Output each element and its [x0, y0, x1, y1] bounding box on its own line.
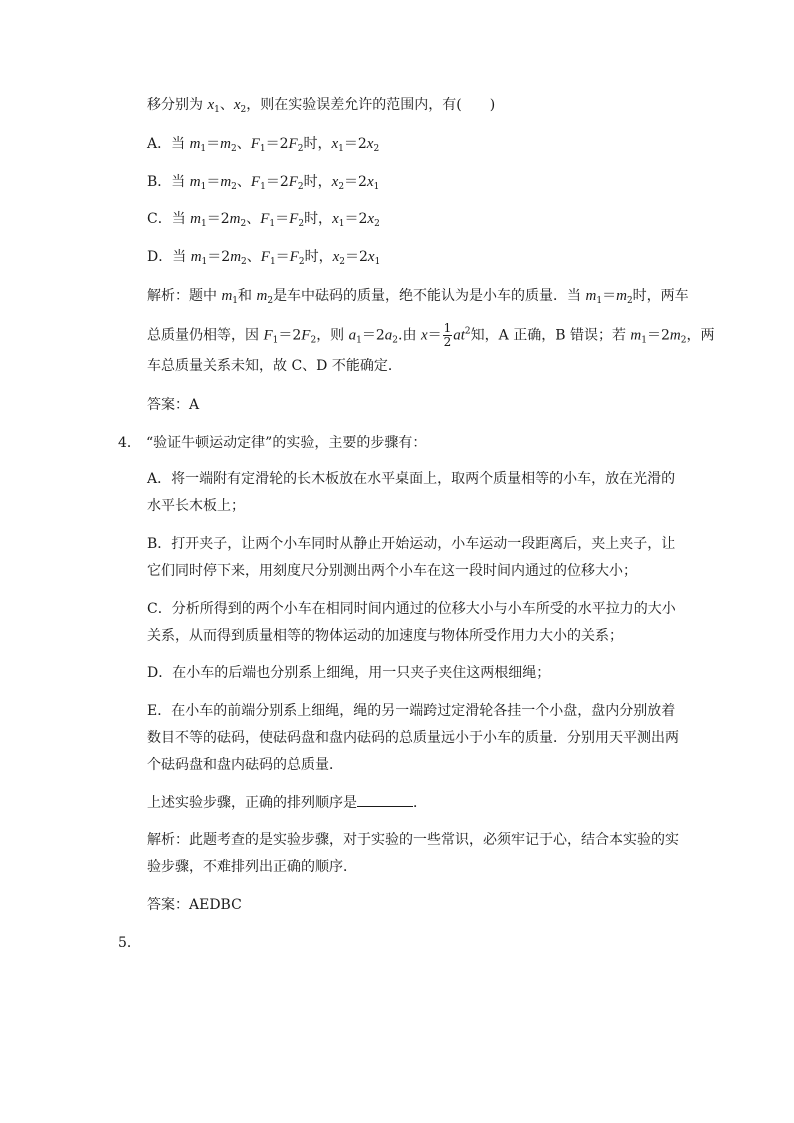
q4-answer: 答案：AEDBC: [147, 897, 242, 913]
q4-step-e-line-2: 数目不等的砝码，使砝码盘和盘内砝码的总质量远小于小车的质量．分别用天平测出两: [147, 730, 679, 746]
q4-analysis-line-2: 验步骤，不难排列出正确的顺序．: [147, 859, 357, 875]
q4-step-e-line-3: 个砝码盘和盘内砝码的总质量．: [147, 757, 343, 773]
q4-number: 4．: [118, 435, 141, 451]
q4-analysis-line-1: 解析：此题考查的是实验步骤，对于实验的一些常识，必须牢记于心，结合本实验的实: [147, 832, 679, 848]
q4-step-c-line-2: 关系，从而得到质量相等的物体运动的加速度与物体所受作用力大小的关系；: [147, 628, 623, 644]
q3-analysis-line-1: 解析：题中 $m_1$和 $m_2$是车中砝码的质量，绝不能认为是小车的质量．当 $m_1=m_2$时，两车: [147, 288, 689, 306]
q4-step-b-line-1: B．打开夹子，让两个小车同时从静止开始运动，小车运动一段距离后，夹上夹子，让: [147, 536, 676, 552]
q4-stem: “验证牛顿运动定律”的实验，主要的步骤有：: [146, 435, 427, 451]
q5-number: 5．: [118, 935, 141, 951]
q4-step-d: D．在小车的后端也分别系上细绳，用一只夹子夹住这两根细绳；: [147, 665, 551, 681]
q3-option-b: B．当 $m_1=m_2$、$F_1=2F_2$时，$x_2=2x_1$: [147, 174, 380, 192]
q4-step-a-line-1: A．将一端附有定滑轮的长木板放在水平桌面上，取两个质量相等的小车，放在光滑的: [147, 471, 676, 487]
q4-step-b-line-2: 它们同时停下来，用刻度尺分别测出两个小车在这一段时间内通过的位移大小；: [147, 563, 637, 579]
q3-stem: 移分别为 $x_1$、$x_2$，则在实验误差允许的范围内，有( ): [147, 97, 496, 115]
q3-analysis-line-3: 车总质量关系未知，故 C、D 不能确定．: [147, 358, 402, 374]
q3-answer: 答案：A: [147, 397, 200, 413]
q4-question: 上述实验步骤，正确的排列顺序是 ．: [147, 795, 427, 811]
answer-blank: [357, 794, 413, 807]
q3-option-c: C．当 $m_1=2m_2$、$F_1=F_2$时，$x_1=2x_2$: [147, 211, 380, 229]
q3-option-a: A．当 $m_1=m_2$、$F_1=2F_2$时，$x_1=2x_2$: [147, 136, 380, 154]
q3-analysis-line-2: 总质量仍相等，因 $F_1=2F_2$，则 $a_1=2a_2$.由 x＝ $\frac{1}{2}$ $at^2$知，A 正确，B 错误；若 $m_1=2m_2$，两: [147, 321, 715, 349]
fraction-one-half: $\frac{1}{2}$: [443, 321, 452, 349]
q4-step-a-line-2: 水平长木板上；: [147, 498, 245, 514]
q4-step-e-line-1: E．在小车的前端分别系上细绳，绳的另一端跨过定滑轮各挂一个小盘，盘内分别放着: [147, 703, 676, 719]
q3-option-d: D．当 $m_1=2m_2$、$F_1=F_2$时，$x_2=2x_1$: [147, 249, 381, 267]
q4-step-c-line-1: C．分析所得到的两个小车在相同时间内通过的位移大小与小车所受的水平拉力的大小: [147, 601, 676, 617]
